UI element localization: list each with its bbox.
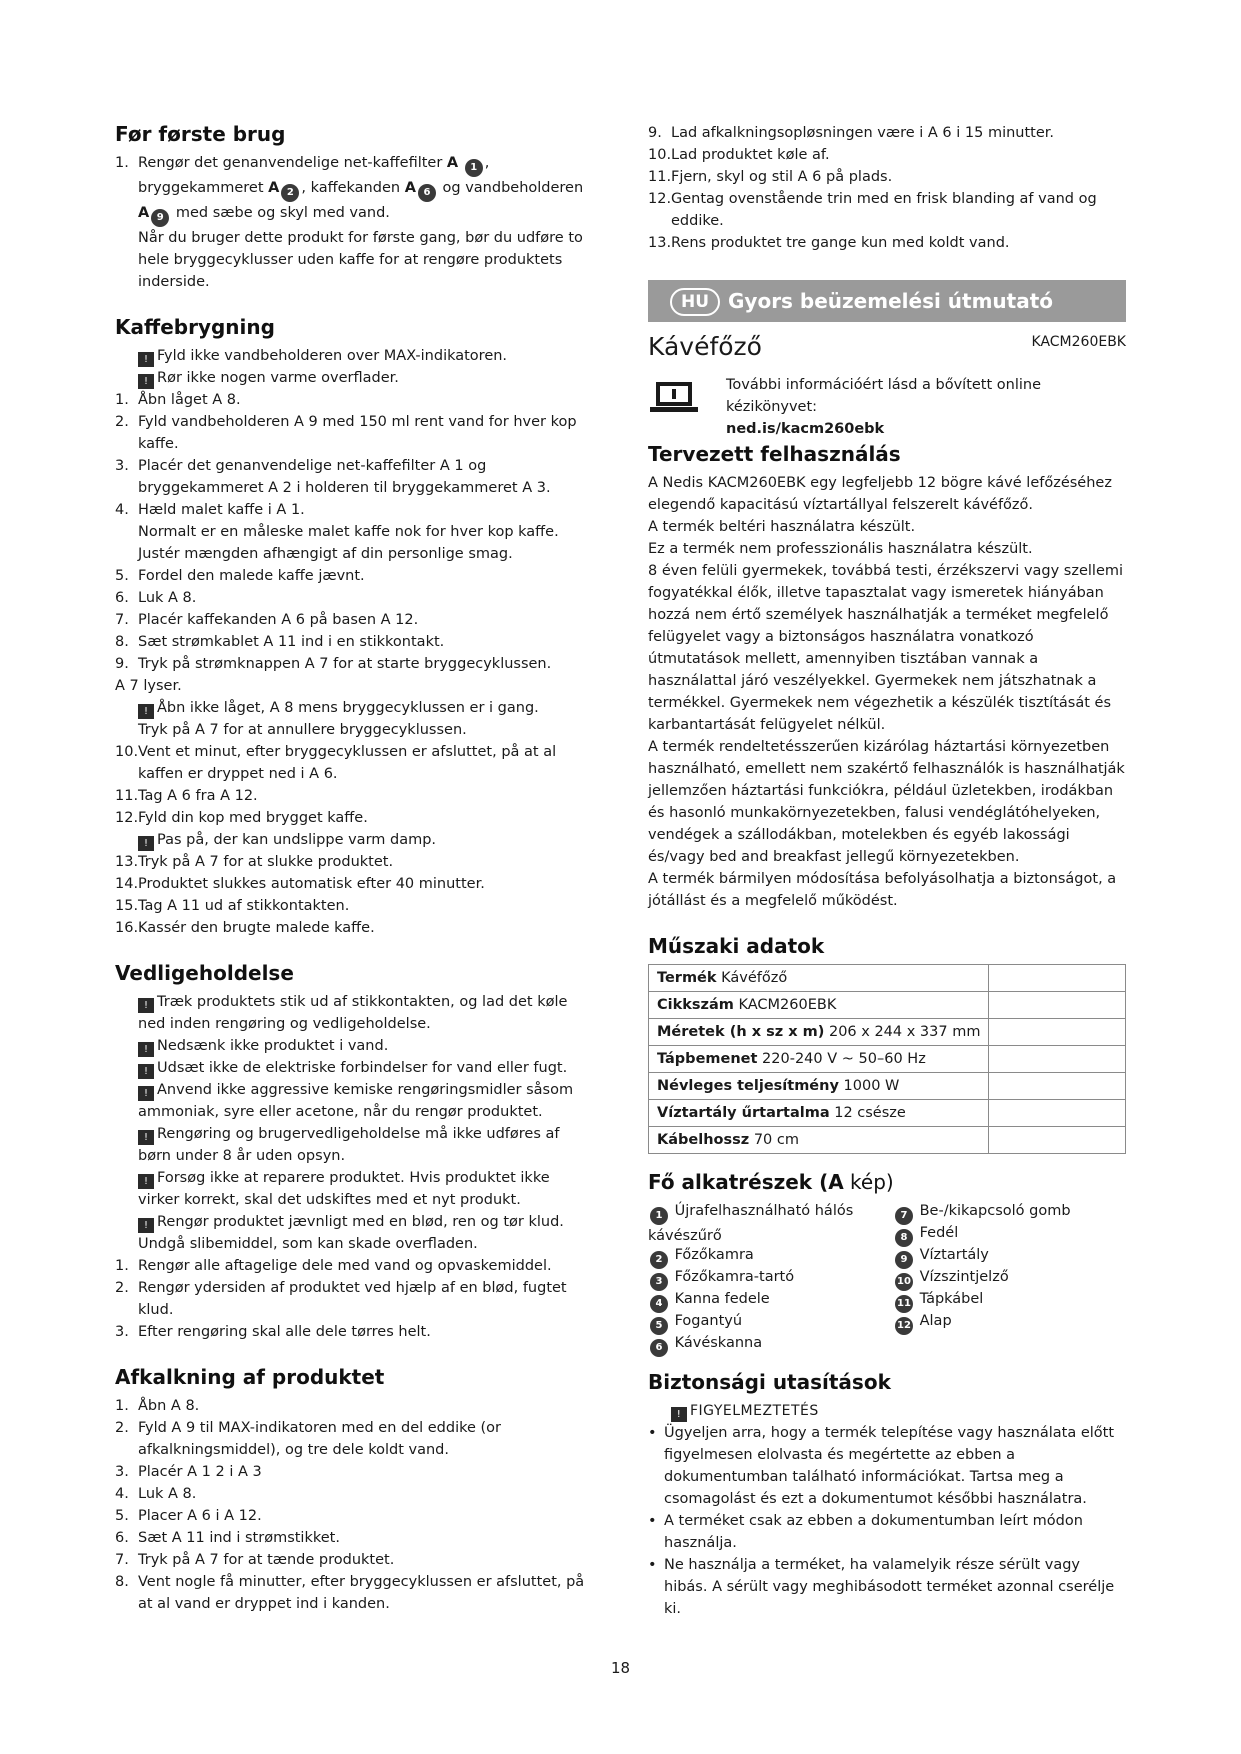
list-item: 1 Újrafelhasználható hálós kávészűrő	[648, 1203, 854, 1244]
warning-line: ! Forsøg ikke at reparere produktet. Hvis produktet ikke virker korrekt, skal det udskiftes med et nyt produkt.	[138, 1170, 550, 1208]
laptop-icon	[650, 380, 698, 414]
paragraph: A Nedis KACM260EBK egy legfeljebb 12 bögre kávé lefőzéséhez elegendő kapacitású víztartállyal felszerelt kávéfőző.	[648, 475, 1112, 513]
list-item: 3. Placér A 1 2 i A 3	[115, 1464, 262, 1480]
parts-list	[648, 1200, 1126, 1353]
warning-line: ! Åbn ikke låget, A 8 mens bryggecyklussen er i gang.	[115, 697, 590, 719]
list-item: 2. Fyld A 9 til MAX-indikatoren med en del eddike (or afkalkningsmiddel), og tre dele koldt vand.	[115, 1420, 502, 1458]
list-item: 12 Alap	[893, 1310, 952, 1335]
section-title: Biztonsági utasítások	[648, 1370, 891, 1394]
list-item: 11. Fjern, skyl og stil A 6 på plads.	[648, 169, 893, 185]
list-item: 10. Lad produktet køle af.	[648, 147, 830, 163]
info-text: További információért lásd a bővített online kézikönyvet:	[726, 377, 1042, 415]
language-badge: HU	[670, 288, 720, 316]
right-column	[648, 122, 1126, 1620]
list-item: 2 Főzőkamra	[648, 1244, 754, 1269]
spec-table	[648, 964, 1126, 1154]
descaling-continued-list	[648, 122, 1126, 254]
descaling-list	[115, 1395, 590, 1615]
list-item: 8. Vent nogle få minutter, efter bryggecyklussen er afsluttet, på at al vand er dryppet ind i kanden.	[115, 1574, 585, 1612]
section-title: Afkalkning af produktet	[115, 1365, 385, 1389]
list-item: 2. Rengør ydersiden af produktet ved hjælp af en blød, fugtet klud.	[115, 1280, 567, 1318]
list-item: 15. Tag A 11 ud af stikkontakten.	[115, 898, 350, 914]
list-item: 5 Fogantyú	[648, 1310, 742, 1335]
list-item: 6. Sæt A 11 ind i strømstikket.	[115, 1530, 340, 1546]
table-row: Cikkszám KACM260EBK	[649, 992, 1126, 1019]
section-title: Kaffebrygning	[115, 315, 275, 339]
list-item: 11 Tápkábel	[893, 1288, 983, 1313]
maintenance-list	[115, 1255, 590, 1343]
list-item: • Ügyeljen arra, hogy a termék telepítése vagy használata előtt figyelmesen elolvasta és megértette az ebben a dokumentumban található információkat. Tartsa meg a csomagolást és ezt a dokumentumot későbbi használatra.	[648, 1422, 1126, 1510]
warning-line: ! Rør ikke nogen varme overflader.	[115, 367, 590, 389]
safety-list	[648, 1422, 1126, 1620]
list-item: • Ne használja a terméket, ha valamelyik része sérült vagy hibás. A sérült vagy meghibásodott terméket azonnal cserélje ki.	[648, 1554, 1126, 1620]
warning-icon: !	[138, 1174, 154, 1189]
list-item: 3. Placér det genanvendelige net-kaffefilter A 1 og bryggekammeret A 2 i holderen til bryggekammeret A 3.	[115, 458, 551, 496]
warning-line: ! Nedsænk ikke produktet i vand.	[115, 1035, 590, 1057]
note-text: Tryk på A 7 for at annullere bryggecyklussen.	[138, 722, 467, 738]
warning-line: ! Rengøring og brugervedligeholdelse må ikke udføres af børn under 8 år uden opsyn.	[138, 1126, 560, 1164]
list-item: 5. Fordel den malede kaffe jævnt.	[115, 568, 365, 584]
first-use-list	[115, 152, 590, 227]
table-row: Víztartály űrtartalma 12 csésze	[649, 1100, 1126, 1127]
note-text: A 7 lyser.	[115, 678, 182, 694]
list-item: 14. Produktet slukkes automatisk efter 40 minutter.	[115, 876, 485, 892]
warning-icon: !	[138, 374, 154, 389]
language-header-bar	[648, 280, 1126, 322]
list-item: 13. Rens produktet tre gange kun med koldt vand.	[648, 235, 1010, 251]
list-item: 2. Fyld vandbeholderen A 9 med 150 ml rent vand for hver kop kaffe.	[115, 414, 577, 452]
paragraph: Ez a termék nem professzionális használatra készült.	[648, 541, 1033, 557]
note-text: Når du bruger dette produkt for første gang, bør du udføre to hele bryggecyklusser uden kaffe for at rengøre produktets inderside.	[138, 230, 583, 290]
list-item: 6 Kávéskanna	[648, 1332, 762, 1357]
list-item: 9. Lad afkalkningsopløsningen være i A 6 i 15 minutter.	[648, 125, 1055, 141]
list-item: 1. Åbn A 8.	[115, 1398, 200, 1414]
paragraph: A termék rendeltetésszerűen kizárólag háztartási környezetben használható, emellett nem szakértő felhasználók is használhatják jellemzően háztartási funkciókra, például üzletekben, irodákban és hasonló munkakörnyezetekben, falusi vendéglátóhelyeken, vendégek a szállodákban, motelekben és egyéb lakossági és/vagy bed and breakfast jellegű környezetekben.	[648, 739, 1125, 865]
more-info	[648, 374, 1126, 437]
warning-icon: !	[138, 352, 154, 367]
list-item: 8 Fedél	[893, 1222, 958, 1247]
list-item: 11. Tag A 6 fra A 12.	[115, 788, 258, 804]
warning-icon: !	[138, 1042, 154, 1057]
list-item: 7. Placér kaffekanden A 6 på basen A 12.	[115, 612, 419, 628]
list-item: 4 Kanna fedele	[648, 1288, 770, 1313]
section-title: Vedligeholdelse	[115, 961, 294, 985]
paragraph: 8 éven felüli gyermekek, továbbá testi, érzékszervi vagy szellemi fogyatékkal élők, illetve tapasztalat vagy ismeretek hiányában hozzá nem értő személyek használhatják a terméket megfelelő felügyelet vagy a biztonságos használatra vonatkozó útmutatások mellett, amennyiben tisztában vannak a használattal járó veszélyekkel. Gyermekek nem játszhatnak a termékkel. Gyermekek nem végezhetik a készülék tisztítását és karbantartását felügyelet nélkül.	[648, 563, 1124, 733]
left-column	[115, 122, 590, 1615]
warning-line: ! FIGYELMEZTETÉS	[648, 1400, 1126, 1422]
section-title: Műszaki adatok	[648, 934, 825, 958]
warning-line: ! Rengør produktet jævnligt med en blød, ren og tør klud. Undgå slibemiddel, som kan skade overfladen.	[138, 1214, 564, 1252]
list-item: 9. Tryk på strømknappen A 7 for at starte bryggecyklussen.	[115, 656, 552, 672]
list-item: 3. Efter rengøring skal alle dele tørres helt.	[115, 1324, 431, 1340]
list-item: • A terméket csak az ebben a dokumentumban leírt módon használja.	[648, 1510, 1126, 1554]
list-item: 10. Vent et minut, efter bryggecyklussen er afsluttet, på at al kaffen er dryppet ned i A 6.	[115, 744, 557, 782]
warning-line: ! Udsæt ikke de elektriske forbindelser for vand eller fugt.	[115, 1057, 590, 1079]
list-item: 16. Kassér den brugte malede kaffe.	[115, 920, 375, 936]
warning-icon: !	[671, 1407, 687, 1422]
list-item: 1. Åbn låget A 8.	[115, 392, 241, 408]
product-name: Kávéfőző	[648, 332, 762, 361]
list-item: 3 Főzőkamra-tartó	[648, 1266, 794, 1291]
table-row: Kábelhossz 70 cm	[649, 1127, 1126, 1154]
list-item: 1. Rengør det genanvendelige net-kaffefilter A 1 , bryggekammeret A 2 , kaffekanden A 6 og vandbeholderen A 9 med sæbe og skyl med vand.	[115, 152, 590, 227]
section-title: Tervezett felhasználás	[648, 442, 901, 466]
list-item: 9 Víztartály	[893, 1244, 989, 1269]
list-item: 6. Luk A 8.	[115, 590, 197, 606]
section-title: Før første brug	[115, 122, 286, 146]
list-item: 12. Fyld din kop med brygget kaffe.	[115, 810, 368, 826]
paragraph: A termék beltéri használatra készült.	[648, 519, 916, 535]
model-number: KACM260EBK	[1031, 334, 1126, 350]
product-row	[648, 328, 1126, 368]
table-row: Tápbemenet 220-240 V ~ 50–60 Hz	[649, 1046, 1126, 1073]
warning-icon: !	[138, 1064, 154, 1079]
list-item: 7 Be-/kikapcsoló gomb	[893, 1200, 1071, 1225]
warning-line: ! Pas på, der kan undslippe varm damp.	[115, 829, 590, 851]
warning-icon: !	[138, 1218, 154, 1233]
list-item: 7. Tryk på A 7 for at tænde produktet.	[115, 1552, 395, 1568]
list-item: 1. Rengør alle aftagelige dele med vand og opvaskemiddel.	[115, 1258, 552, 1274]
list-item: 8. Sæt strømkablet A 11 ind i en stikkontakt.	[115, 634, 445, 650]
header-title: Gyors beüzemelési útmutató	[728, 289, 1054, 313]
warning-line: ! Fyld ikke vandbeholderen over MAX-indikatoren.	[115, 345, 590, 367]
warning-icon: !	[138, 704, 154, 719]
list-item: 4. Hæld malet kaffe i A 1.	[115, 502, 305, 518]
warning-icon: !	[138, 1130, 154, 1145]
warning-line: ! Træk produktets stik ud af stikkontakten, og lad det køle ned inden rengøring og vedligeholdelse.	[138, 994, 568, 1032]
warning-icon: !	[138, 836, 154, 851]
list-item: 4. Luk A 8.	[115, 1486, 197, 1502]
list-item: 13. Tryk på A 7 for at slukke produktet.	[115, 854, 394, 870]
page-number: 18	[610, 1659, 631, 1677]
warning-icon: !	[138, 998, 154, 1013]
warning-line: ! Anvend ikke aggressive kemiske rengøringsmidler såsom ammoniak, syre eller acetone, når du rengør produktet.	[138, 1082, 574, 1120]
brewing-list	[115, 389, 590, 939]
manual-link[interactable]: ned.is/kacm260ebk	[726, 421, 885, 437]
table-row: Termék Kávéfőző	[649, 965, 1126, 992]
table-row: Méretek (h x sz x m) 206 x 244 x 337 mm	[649, 1019, 1126, 1046]
list-item: 5. Placer A 6 i A 12.	[115, 1508, 262, 1524]
section-title: Fő alkatrészek (A kép)	[648, 1170, 894, 1194]
table-row: Névleges teljesítmény 1000 W	[649, 1073, 1126, 1100]
warning-icon: !	[138, 1086, 154, 1101]
list-item: 10 Vízszintjelző	[893, 1266, 1009, 1291]
paragraph: A termék bármilyen módosítása befolyásolhatja a biztonságot, a jótállást és a megfelelő működést.	[648, 871, 1117, 909]
note-text: Normalt er en måleske malet kaffe nok for hver kop kaffe. Justér mængden afhængigt af din personlige smag.	[138, 524, 559, 562]
list-item: 12. Gentag ovenstående trin med en frisk blanding af vand og eddike.	[648, 191, 1097, 229]
